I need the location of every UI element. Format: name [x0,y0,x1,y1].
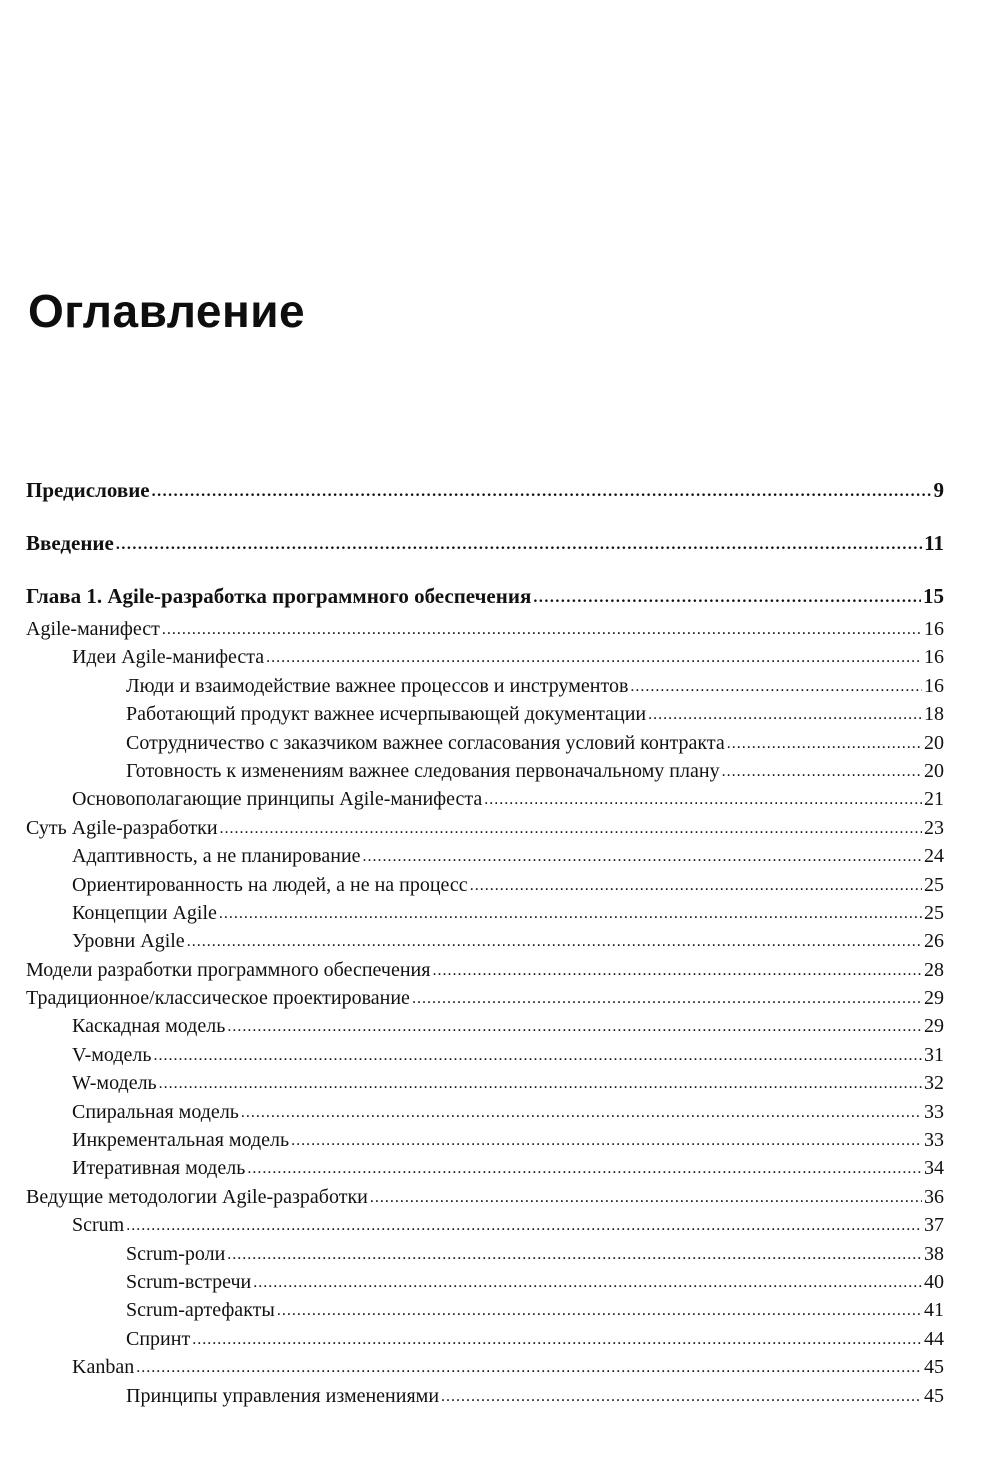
toc-leader-dots [533,583,921,608]
toc-page-number: 9 [933,478,944,502]
toc-page-number: 37 [924,1214,944,1237]
toc-entry-title: Глава 1. Agile-разработка программного обеспечения [26,584,532,608]
toc-leader-dots [227,1242,922,1265]
toc-entry-chapter-1[interactable] [26,584,944,618]
toc-page-number: 23 [924,816,944,839]
toc-entry-title: Ориентированность на людей, а не на процесс [72,873,468,896]
toc-entry[interactable] [26,817,944,845]
toc-entry-title: Scrum-встречи [126,1270,252,1293]
page-title: Оглавление [28,285,306,337]
toc-entry[interactable] [26,675,944,703]
toc-entry[interactable] [26,1157,944,1185]
toc-entry[interactable] [26,1328,944,1356]
toc-entry[interactable] [26,1129,944,1157]
toc-leader-dots [470,873,922,896]
toc-leader-dots [277,1298,922,1321]
toc-page-number: 25 [924,873,944,896]
toc-entry-title: W-модель [72,1072,157,1095]
toc-entry-title: Модели разработки программного обеспечения [26,958,431,981]
toc-entry[interactable] [26,845,944,873]
toc-page-number: 45 [924,1356,944,1379]
toc-page-number: 32 [924,1072,944,1095]
toc-leader-dots [136,1355,922,1378]
toc-page-number: 28 [924,958,944,981]
toc-entry[interactable] [26,703,944,731]
toc-entry-title: Люди и взаимодействие важнее процессов и инструментов [126,674,629,697]
toc-leader-dots [126,1213,922,1236]
toc-page-number: 16 [924,674,944,697]
toc-entry-title: Суть Agile-разработки [26,816,218,839]
toc-leader-dots [630,674,922,697]
toc-entry-title: Традиционное/классическое проектирование [26,987,410,1010]
toc-entry-title: Scrum-артефакты [126,1299,275,1322]
toc-entry-title: Принципы управления изменениями [126,1384,440,1407]
toc-entry-title: Инкрементальная модель [72,1129,290,1152]
toc-entry-introduction[interactable] [26,531,944,565]
toc-entry-title: Работающий продукт важнее исчерпывающей документации [126,703,647,726]
table-of-contents [26,478,944,1413]
toc-entry[interactable] [26,1186,944,1214]
toc-entry[interactable] [26,1299,944,1327]
toc-page-number: 29 [924,1015,944,1038]
toc-page-number: 44 [924,1327,944,1350]
toc-entry[interactable] [26,1214,944,1242]
toc-leader-dots [441,1384,922,1407]
toc-leader-dots [363,844,922,867]
toc-page-number: 40 [924,1270,944,1293]
toc-entry[interactable] [26,760,944,788]
toc-page-number: 33 [924,1129,944,1152]
toc-leader-dots [266,645,922,668]
toc-entry-title: Адаптивность, а не планирование [72,845,361,868]
toc-entry[interactable] [26,1356,944,1384]
toc-page-number: 20 [924,759,944,782]
toc-entry-title: Введение [26,531,114,555]
toc-page-number: 31 [924,1043,944,1066]
toc-entry[interactable] [26,646,944,674]
toc-leader-dots [159,1071,922,1094]
toc-entry-title: Уровни Agile [72,930,185,953]
toc-leader-dots [241,1100,922,1123]
toc-leader-dots [722,759,922,782]
toc-page-number: 38 [924,1242,944,1265]
toc-entry[interactable] [26,1072,944,1100]
toc-entry[interactable] [26,874,944,902]
toc-entry[interactable] [26,959,944,987]
toc-entry-title: Scrum-роли [126,1242,226,1265]
toc-page-number: 21 [924,788,944,811]
toc-entry[interactable] [26,987,944,1015]
toc-entry-title: Agile-манифест [26,618,160,640]
toc-page-number: 20 [924,731,944,754]
toc-entry[interactable] [26,1015,944,1043]
toc-entry-title: Идеи Agile-манифеста [72,646,265,669]
toc-entry-title: V-модель [72,1043,152,1066]
toc-page-number: 16 [924,646,944,669]
toc-page-number: 15 [923,584,944,608]
toc-entry-title: Предисловие [26,478,150,502]
toc-leader-dots [162,617,922,640]
toc-page-number: 33 [924,1100,944,1123]
toc-leader-dots [432,958,922,981]
toc-leader-dots [253,1270,922,1293]
toc-leader-dots [220,816,922,839]
toc-page-number: 26 [924,930,944,953]
toc-page-number: 16 [924,618,944,640]
toc-page-number: 11 [924,531,944,555]
toc-leader-dots [187,929,922,952]
toc-entry-title: Готовность к изменениям важнее следования первоначальному плану [126,759,720,782]
toc-leader-dots [727,731,922,754]
toc-page-number: 45 [924,1384,944,1407]
toc-entry-title: Scrum [72,1214,125,1237]
toc-entry[interactable] [26,1101,944,1129]
toc-leader-dots [154,1043,922,1066]
toc-entry[interactable] [26,732,944,760]
toc-page-number: 29 [924,987,944,1010]
toc-entry[interactable] [26,1243,944,1271]
toc-leader-dots [192,1327,922,1350]
toc-leader-dots [291,1128,922,1151]
toc-entry[interactable] [26,930,944,958]
toc-page-number: 18 [924,703,944,726]
toc-entry[interactable] [26,1271,944,1299]
toc-leader-dots [412,986,922,1009]
toc-page-number: 24 [924,845,944,868]
toc-entry[interactable] [26,1044,944,1072]
toc-entry-title: Ведущие методологии Agile-разработки [26,1185,368,1208]
toc-entry-title: Основополагающие принципы Agile-манифеста [72,788,483,811]
toc-entry[interactable] [26,618,944,646]
toc-page-number: 41 [924,1299,944,1322]
toc-entry-title: Каскадная модель [72,1015,226,1038]
toc-leader-dots [116,530,922,555]
toc-leader-dots [227,1014,922,1037]
toc-entry-title: Итеративная модель [72,1157,246,1180]
toc-entry-title: Kanban [72,1356,135,1379]
toc-entry-title: Спиральная модель [72,1100,239,1123]
toc-entry-preface[interactable] [26,478,944,512]
toc-leader-dots [484,787,922,810]
toc-entry[interactable] [26,1385,944,1413]
toc-page-number: 34 [924,1157,944,1180]
toc-entry[interactable] [26,902,944,930]
toc-page-number: 25 [924,901,944,924]
toc-leader-dots [152,477,932,502]
toc-entry-title: Спринт [126,1327,191,1350]
toc-leader-dots [370,1185,922,1208]
toc-entry-title: Сотрудничество с заказчиком важнее согласования условий контракта [126,731,725,754]
toc-entry-title: Концепции Agile [72,901,217,924]
toc-leader-dots [247,1156,922,1179]
toc-leader-dots [219,901,922,924]
toc-entry[interactable] [26,788,944,816]
toc-page-number: 36 [924,1185,944,1208]
toc-leader-dots [648,702,922,725]
